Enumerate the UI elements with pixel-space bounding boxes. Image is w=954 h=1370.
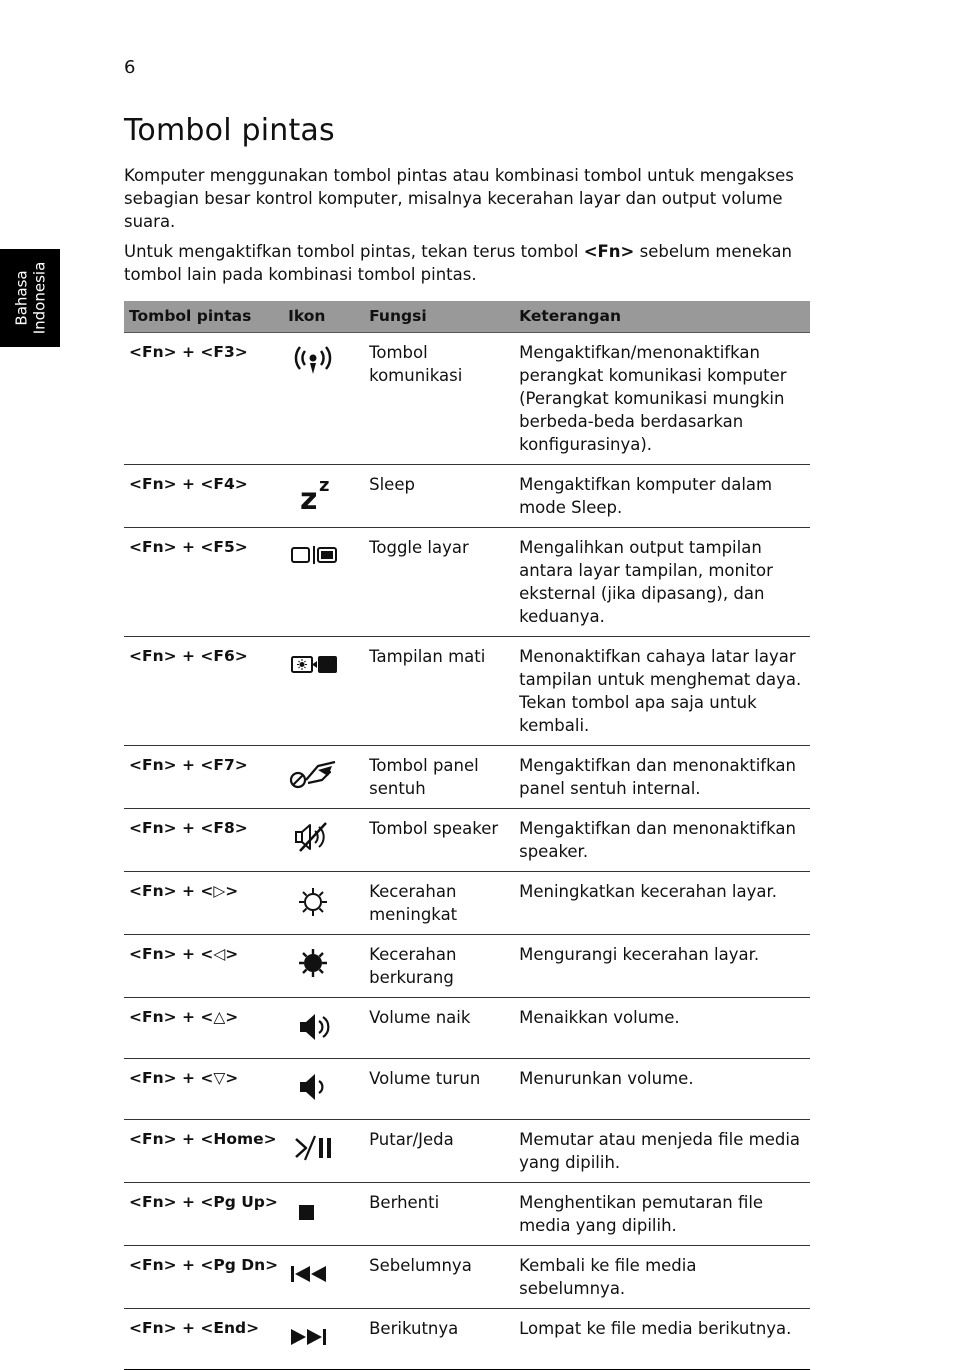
page-number: 6 bbox=[124, 57, 136, 78]
table-row bbox=[124, 998, 810, 1059]
hotkey-table bbox=[124, 301, 810, 1370]
description-cell: Mengaktifkan komputer dalam mode Sleep. bbox=[514, 465, 810, 528]
instruction-paragraph bbox=[124, 240, 814, 286]
language-tab bbox=[0, 249, 60, 347]
hotkey-cell: <Fn> + <F7> bbox=[124, 746, 283, 809]
next-track-icon bbox=[288, 1319, 338, 1355]
hotkey-cell: <Fn> + <End> bbox=[124, 1309, 283, 1370]
table-row bbox=[124, 333, 810, 465]
description-cell: Menaikkan volume. bbox=[514, 998, 810, 1059]
function-cell: Toggle layar bbox=[364, 528, 514, 637]
table-row bbox=[124, 1120, 810, 1183]
hotkey-cell: <Fn> + <▷> bbox=[124, 872, 283, 935]
function-cell: Tampilan mati bbox=[364, 637, 514, 746]
description-cell: Menurunkan volume. bbox=[514, 1059, 810, 1120]
hotkey-cell: <Fn> + <F3> bbox=[124, 333, 283, 465]
previous-track-icon bbox=[288, 1256, 338, 1292]
header-description: Keterangan bbox=[514, 301, 810, 333]
header-function: Fungsi bbox=[364, 301, 514, 333]
brightness-down-icon bbox=[288, 945, 338, 981]
hotkey-cell: <Fn> + <Home> bbox=[124, 1120, 283, 1183]
table-row bbox=[124, 1309, 810, 1370]
table-row bbox=[124, 1059, 810, 1120]
description-cell: Menonaktifkan cahaya latar layar tampilan untuk menghemat daya. Tekan tombol apa saja untuk kembali. bbox=[514, 637, 810, 746]
function-cell: Volume naik bbox=[364, 998, 514, 1059]
display-toggle-icon bbox=[288, 538, 338, 574]
description-cell: Menghentikan pemutaran file media yang dipilih. bbox=[514, 1183, 810, 1246]
table-row bbox=[124, 1246, 810, 1309]
header-icon: Ikon bbox=[283, 301, 364, 333]
wireless-communication-icon bbox=[288, 343, 338, 379]
hotkey-cell: <Fn> + <▽> bbox=[124, 1059, 283, 1120]
intro-paragraph: Komputer menggunakan tombol pintas atau kombinasi tombol untuk mengakses sebagian besar kontrol komputer, misalnya kecerahan layar dan output volume suara. bbox=[124, 166, 794, 231]
table-header-row bbox=[124, 301, 810, 333]
table-row bbox=[124, 872, 810, 935]
instruction-after: sebelum menekan tombol lain pada kombinasi tombol pintas. bbox=[124, 242, 793, 284]
description-cell: Lompat ke file media berikutnya. bbox=[514, 1309, 810, 1370]
hotkey-cell: <Fn> + <Pg Up> bbox=[124, 1183, 283, 1246]
table-row bbox=[124, 1183, 810, 1246]
table-row bbox=[124, 809, 810, 872]
description-cell: Mengalihkan output tampilan antara layar tampilan, monitor eksternal (jika dipasang), dan keduanya. bbox=[514, 528, 810, 637]
speaker-mute-icon bbox=[288, 819, 338, 855]
touchpad-toggle-icon bbox=[288, 756, 338, 792]
language-tab-line1: Bahasa bbox=[12, 270, 31, 326]
hotkey-cell: <Fn> + <◁> bbox=[124, 935, 283, 998]
function-cell: Tombol speaker bbox=[364, 809, 514, 872]
function-cell: Sleep bbox=[364, 465, 514, 528]
sleep-icon bbox=[288, 475, 338, 511]
hotkey-cell: <Fn> + <F6> bbox=[124, 637, 283, 746]
function-cell: Kecerahan berkurang bbox=[364, 935, 514, 998]
table-row bbox=[124, 746, 810, 809]
function-cell: Tombol komunikasi bbox=[364, 333, 514, 465]
description-cell: Mengaktifkan dan menonaktifkan speaker. bbox=[514, 809, 810, 872]
function-cell: Berikutnya bbox=[364, 1309, 514, 1370]
function-cell: Putar/Jeda bbox=[364, 1120, 514, 1183]
table-row bbox=[124, 935, 810, 998]
fn-key: <Fn> bbox=[583, 242, 635, 261]
display-off-icon bbox=[288, 647, 338, 683]
description-cell: Memutar atau menjeda file media yang dipilih. bbox=[514, 1120, 810, 1183]
hotkey-cell: <Fn> + <F8> bbox=[124, 809, 283, 872]
description-cell: Mengaktifkan dan menonaktifkan panel sentuh internal. bbox=[514, 746, 810, 809]
hotkey-cell: <Fn> + <F5> bbox=[124, 528, 283, 637]
table-row bbox=[124, 637, 810, 746]
page-title: Tombol pintas bbox=[124, 113, 335, 148]
hotkey-cell: <Fn> + <△> bbox=[124, 998, 283, 1059]
table-row bbox=[124, 528, 810, 637]
function-cell: Tombol panel sentuh bbox=[364, 746, 514, 809]
table-row bbox=[124, 465, 810, 528]
description-cell: Mengaktifkan/menonaktifkan perangkat komunikasi komputer (Perangkat komunikasi mungkin berbeda-beda berdasarkan konfigurasinya). bbox=[514, 333, 810, 465]
language-tab-line2: Indonesia bbox=[30, 261, 49, 335]
function-cell: Sebelumnya bbox=[364, 1246, 514, 1309]
instruction-before: Untuk mengaktifkan tombol pintas, tekan terus tombol bbox=[124, 242, 584, 261]
hotkey-cell: <Fn> + <Pg Dn> bbox=[124, 1246, 283, 1309]
stop-icon bbox=[288, 1193, 338, 1229]
svg-text:z: z bbox=[300, 482, 318, 511]
play-pause-icon bbox=[288, 1130, 338, 1166]
description-cell: Meningkatkan kecerahan layar. bbox=[514, 872, 810, 935]
header-hotkey: Tombol pintas bbox=[124, 301, 283, 333]
svg-text:z: z bbox=[319, 475, 330, 496]
function-cell: Volume turun bbox=[364, 1059, 514, 1120]
description-cell: Kembali ke file media sebelumnya. bbox=[514, 1246, 810, 1309]
volume-up-icon bbox=[288, 1008, 338, 1044]
hotkey-cell: <Fn> + <F4> bbox=[124, 465, 283, 528]
volume-down-icon bbox=[288, 1069, 338, 1105]
function-cell: Berhenti bbox=[364, 1183, 514, 1246]
description-cell: Mengurangi kecerahan layar. bbox=[514, 935, 810, 998]
brightness-up-icon bbox=[288, 882, 338, 918]
function-cell: Kecerahan meningkat bbox=[364, 872, 514, 935]
